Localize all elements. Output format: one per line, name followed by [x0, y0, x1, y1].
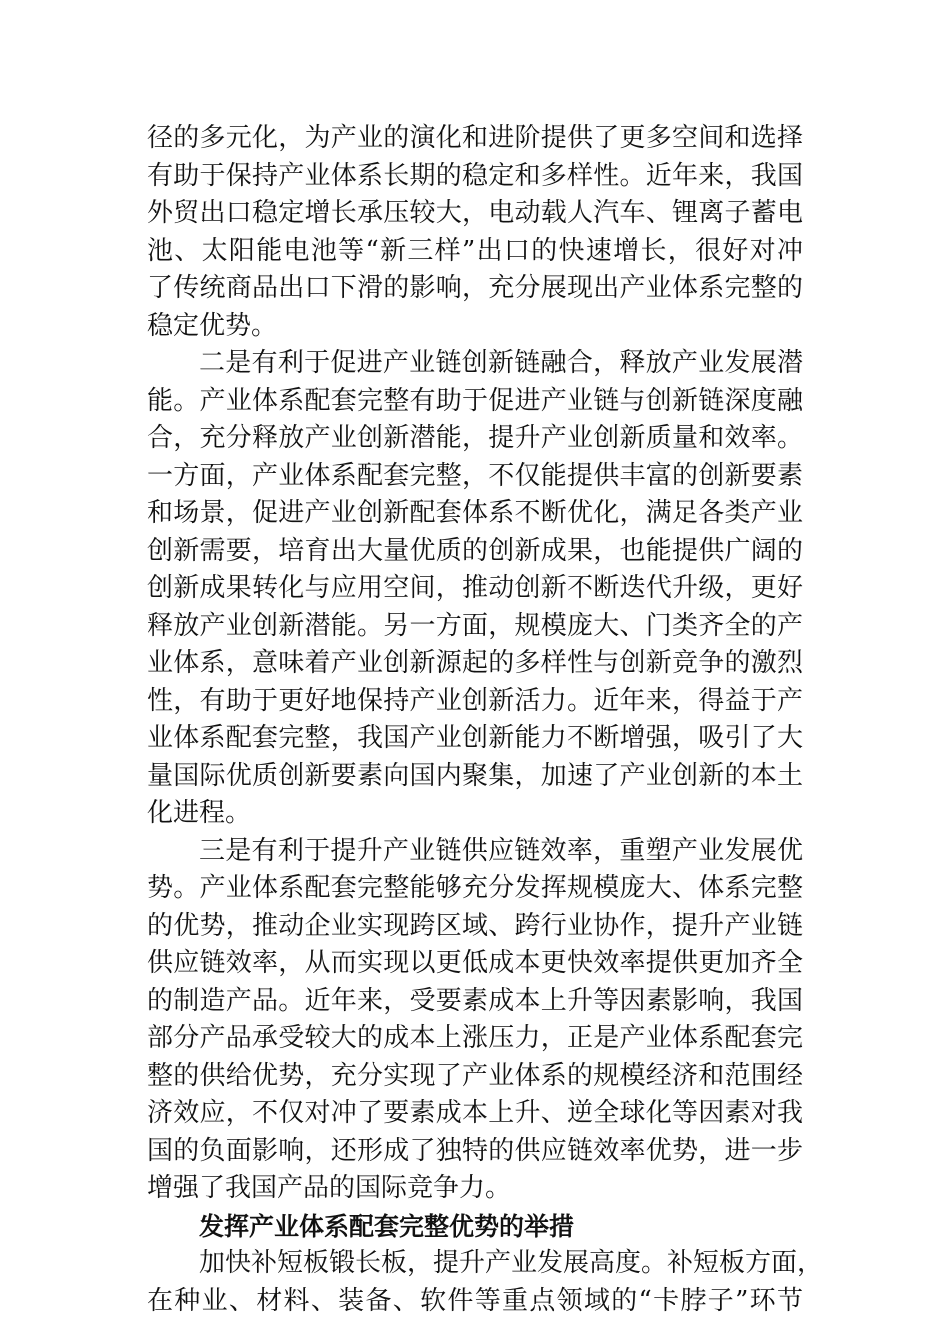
text-line: 创新成果转化与应用空间，推动创新不断迭代升级，更好 — [147, 573, 803, 603]
text-line: 有助于保持产业体系长期的稳定和多样性。近年来，我国 — [147, 160, 803, 191]
text-line: 径的多元化，为产业的演化和进阶提供了更多空间和选择 — [147, 123, 803, 153]
text-line: 增强了我国产品的国际竞争力。 — [147, 1173, 512, 1203]
text-line: 的制造产品。近年来，受要素成本上升等因素影响，我国 — [147, 985, 803, 1016]
text-line: 合，充分释放产业创新潜能，提升产业创新质量和效率。 — [147, 423, 803, 453]
text-line: 国的负面影响，还形成了独特的供应链效率优势，进一步 — [147, 1135, 803, 1166]
document-page — [147, 120, 824, 1320]
text-line: 业体系，意味着产业创新源起的多样性与创新竞争的激烈 — [147, 648, 803, 678]
text-line: 一方面，产业体系配套完整，不仅能提供丰富的创新要素 — [147, 460, 803, 491]
text-line: 外贸出口稳定增长承压较大，电动载人汽车、锂离子蓄电 — [147, 198, 803, 228]
text-line: 化进程。 — [147, 798, 252, 828]
paragraph-3 — [147, 833, 803, 1208]
text-line: 势。产业体系配套完整能够充分发挥规模庞大、体系完整 — [147, 873, 803, 903]
text-line: 加快补短板锻长板，提升产业发展高度。补短板方面， — [199, 1248, 824, 1278]
text-line: 部分产品承受较大的成本上涨压力，正是产业体系配套完 — [147, 1023, 803, 1053]
text-line: 了传统商品出口下滑的影响，充分展现出产业体系完整的 — [147, 273, 803, 303]
text-line: 二是有利于促进产业链创新链融合，释放产业发展潜 — [199, 348, 803, 378]
text-line: 济效应，不仅对冲了要素成本上升、逆全球化等因素对我 — [147, 1098, 803, 1128]
paragraph-4 — [147, 1245, 824, 1320]
paragraph-1 — [147, 120, 803, 345]
text-line: 整的供给优势，充分实现了产业体系的规模经济和范围经 — [147, 1060, 803, 1091]
text-line: 量国际优质创新要素向国内聚集，加速了产业创新的本土 — [147, 760, 803, 791]
text-line: 稳定优势。 — [147, 310, 278, 341]
text-line: 性，有助于更好地保持产业创新活力。近年来，得益于产 — [147, 685, 803, 716]
text-line: 在种业、材料、装备、软件等重点领域的“卡脖子”环节 — [147, 1285, 803, 1316]
text-line: 池、太阳能电池等“新三样”出口的快速增长，很好对冲 — [147, 235, 803, 266]
text-line: 三是有利于提升产业链供应链效率，重塑产业发展优 — [199, 835, 803, 866]
text-line: 的优势，推动企业实现跨区域、跨行业协作，提升产业链 — [147, 910, 803, 941]
text-line: 创新需要，培育出大量优质的创新成果，也能提供广阔的 — [147, 535, 803, 566]
paragraph-2 — [147, 345, 803, 833]
text-line: 业体系配套完整，我国产业创新能力不断增强，吸引了大 — [147, 723, 803, 753]
text-line: 供应链效率，从而实现以更低成本更快效率提供更加齐全 — [147, 948, 803, 978]
text-line: 和场景，促进产业创新配套体系不断优化，满足各类产业 — [147, 498, 803, 528]
text-line: 能。产业体系配套完整有助于促进产业链与创新链深度融 — [147, 385, 803, 416]
section-heading: 发挥产业体系配套完整优势的举措 — [199, 1211, 575, 1241]
text-line: 释放产业创新潜能。另一方面，规模庞大、门类齐全的产 — [147, 610, 803, 641]
